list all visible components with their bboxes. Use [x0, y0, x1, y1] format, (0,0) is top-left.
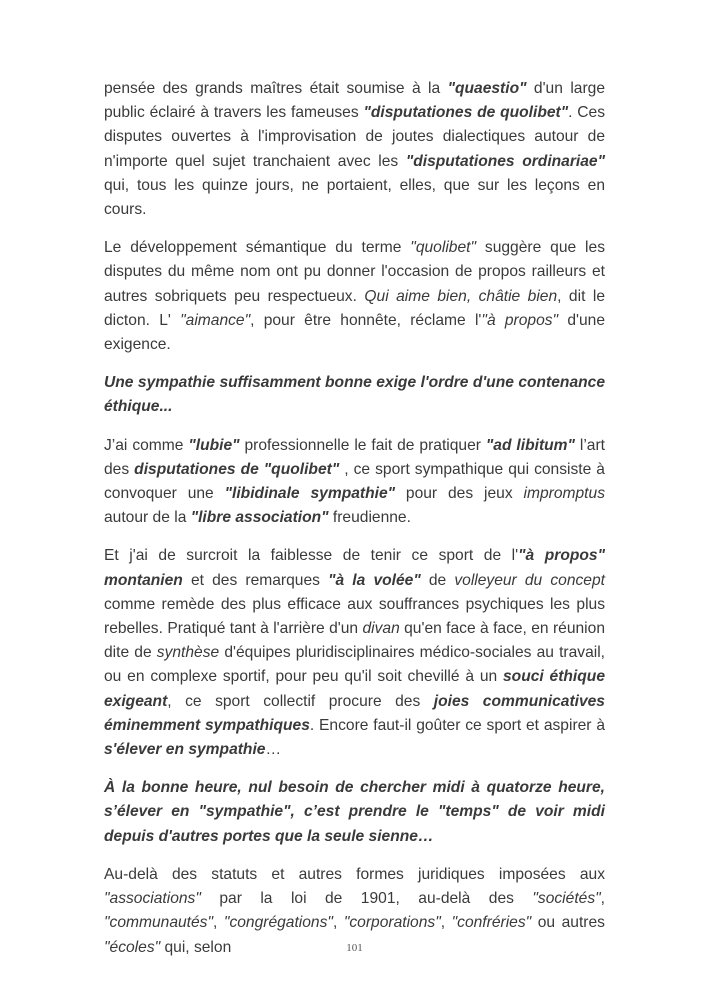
- italic-run: Qui aime bien, châtie bien: [364, 287, 558, 305]
- text-run: , pour être honnête, réclame l': [250, 311, 482, 329]
- text-run: ,: [440, 914, 452, 932]
- text-run: qui, selon: [160, 938, 232, 956]
- emphasis-text: "à propos" montanien: [104, 547, 605, 589]
- emphasis-text: "lubie": [188, 436, 240, 454]
- paragraph: [104, 371, 605, 419]
- bold-italic-run: [104, 741, 265, 758]
- bold-italic-run: [104, 779, 605, 844]
- text-run: de: [420, 571, 455, 589]
- text-run: autour de la: [104, 509, 191, 527]
- italic-run: "congrégations": [223, 914, 333, 932]
- text-run: d'équipes pluridisciplinaires médico-sociales au travail, ou en complexe sportif, pour peu qu'il soit chevillé à un: [104, 644, 605, 686]
- emphasis-text: "libidinale sympathie": [224, 485, 396, 503]
- text-run: Le développement sémantique du terme: [104, 239, 411, 257]
- paragraph: [104, 77, 605, 222]
- text-run: par la loi de 1901, au-delà des: [200, 890, 533, 908]
- body-text: [104, 77, 605, 974]
- emphasis-text: "disputationes de quolibet": [363, 104, 569, 122]
- paragraph: [104, 434, 605, 531]
- italic-run: "à propos": [481, 311, 559, 329]
- bold-italic-run: [134, 461, 339, 478]
- text-run: pour des jeux: [395, 485, 524, 503]
- italic-run: "corporations": [343, 914, 441, 932]
- text-run: J’ai comme: [104, 436, 189, 454]
- text-run: , ce sport collectif procure des: [167, 692, 434, 710]
- emphasis-text: À la bonne heure, nul besoin de chercher midi à quatorze heure, s’élever en "sympathie", c’est prendre le "temps" de voir midi depuis d'autres portes que la seule sienne…: [104, 779, 605, 845]
- bold-italic-run: [448, 80, 527, 97]
- bold-italic-run: [328, 572, 421, 589]
- paragraph: [104, 776, 605, 849]
- emphasis-text: joies communicatives éminemment sympathiques: [104, 692, 605, 734]
- bold-italic-run: [104, 374, 605, 415]
- italic-run: impromptus: [523, 485, 605, 503]
- italic-run: "sociétés": [532, 890, 601, 908]
- text-run: d'une exigence.: [104, 311, 606, 354]
- text-run: qui, tous les quinze jours, ne portaient, elles, que sur les leçons en cours.: [104, 176, 605, 219]
- text-run: , ce sport sympathique qui consiste à convoquer une: [104, 460, 605, 503]
- italic-run: "confréries": [451, 914, 532, 932]
- text-run: d'un large public éclairé à travers les fameuses: [104, 80, 605, 122]
- text-run: ,: [213, 914, 224, 932]
- emphasis-text: "à la volée": [328, 571, 421, 589]
- text-run: Et j'ai de surcroit la faiblesse de tenir ce sport de l': [104, 547, 519, 565]
- emphasis-text: "quaestio": [447, 80, 527, 97]
- text-run: . Encore faut-il goûter ce sport et aspirer à: [309, 716, 605, 734]
- bold-italic-run: [225, 485, 395, 502]
- emphasis-text: Une sympathie suffisamment bonne exige l'ordre d'une contenance éthique...: [104, 374, 605, 416]
- text-run: qu'en face à face, en réunion dite de: [104, 620, 605, 662]
- italic-run: "communautés": [104, 914, 214, 932]
- text-run: ou autres: [531, 914, 605, 932]
- text-run: l’art des: [104, 436, 605, 478]
- bold-italic-run: [406, 153, 605, 170]
- italic-run: "quolibet": [410, 239, 476, 257]
- page-number: 101: [346, 942, 363, 954]
- bold-italic-run: [188, 437, 239, 454]
- text-run: ,: [600, 890, 605, 908]
- bold-italic-run: [486, 437, 575, 454]
- text-run: freudienne.: [328, 509, 411, 527]
- italic-run: volleyeur du concept: [454, 571, 605, 589]
- text-run: suggère que les disputes du même nom ont pu donner l'occasion de propos railleurs et autres sobriquets peu respectueux.: [104, 239, 605, 305]
- paragraph: [104, 236, 605, 357]
- emphasis-text: s'élever en sympathie: [104, 741, 266, 759]
- paragraph: [104, 544, 605, 762]
- italic-run: "aimance": [180, 311, 251, 329]
- bold-italic-run: [363, 104, 568, 121]
- italic-run: divan: [362, 620, 400, 638]
- emphasis-text: "ad libitum": [485, 436, 575, 454]
- emphasis-text: "libre association": [190, 509, 329, 527]
- text-run: ,: [332, 914, 344, 932]
- text-run: . Ces disputes ouvertes à l'improvisation de joutes dialectiques autour de n'importe quel sujet tranchaient avec les: [104, 104, 605, 170]
- bold-italic-run: [191, 509, 329, 526]
- text-run: professionnelle le fait de pratiquer: [239, 436, 486, 454]
- italic-run: "écoles": [104, 938, 161, 956]
- italic-run: "associations": [104, 890, 201, 908]
- text-run: comme remède des plus efficace aux souffrances psychiques les plus rebelles. Pratiqué tant à l'arrière d'un: [104, 595, 605, 638]
- text-run: et des remarques: [182, 571, 329, 589]
- emphasis-text: souci éthique exigeant: [104, 668, 605, 710]
- emphasis-text: "disputationes ordinariae": [405, 152, 605, 170]
- italic-run: synthèse: [156, 644, 220, 662]
- emphasis-text: disputationes de "quolibet": [134, 460, 340, 478]
- text-run: …: [265, 741, 282, 759]
- text-run: Au-delà des statuts et autres formes juridiques imposées aux: [104, 865, 605, 883]
- text-run: pensée des grands maîtres était soumise à la: [104, 80, 448, 97]
- text-run: , dit le dicton. L': [104, 287, 605, 329]
